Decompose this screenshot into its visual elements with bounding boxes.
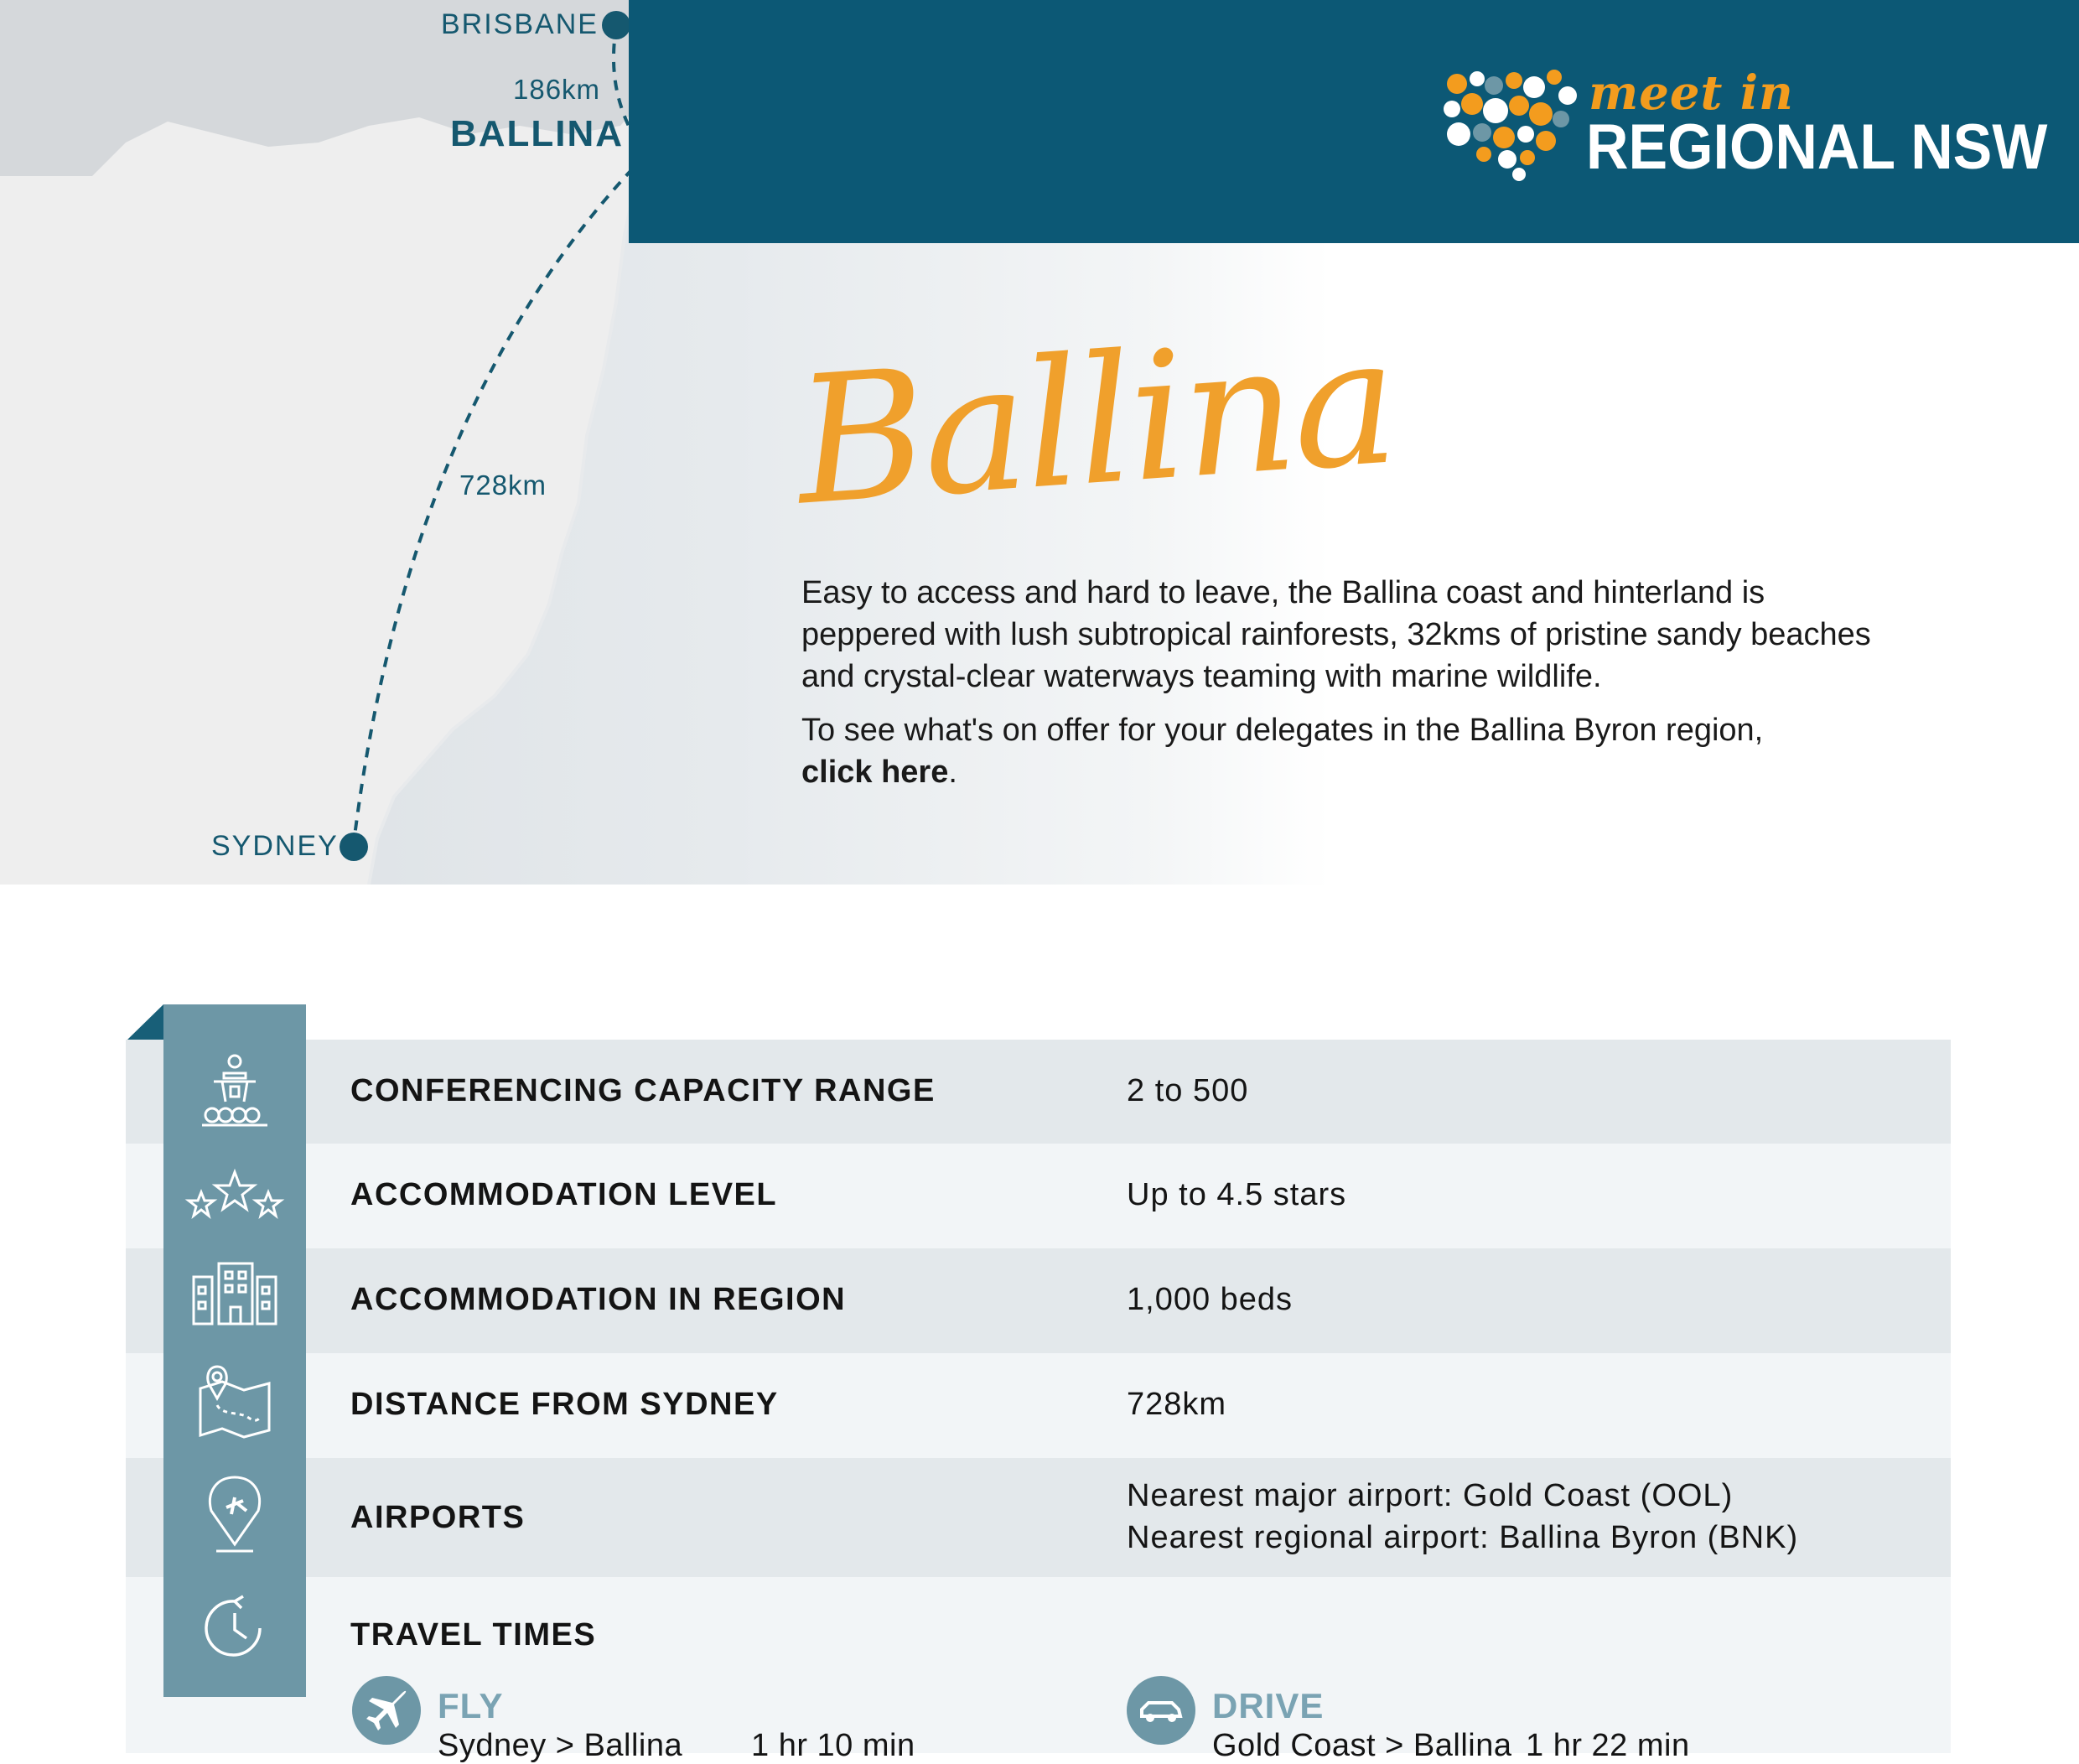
- fly-route: Sydney > Ballina: [438, 1728, 683, 1763]
- fact-label: CONFERENCING CAPACITY RANGE: [350, 1073, 936, 1108]
- fact-row-accommodation-level: [126, 1144, 1951, 1248]
- meet-in-regional-nsw-logo: [1442, 65, 2048, 184]
- fly-title: FLY: [438, 1686, 504, 1725]
- map-label-sydney: SYDNEY: [211, 830, 339, 862]
- ribbon-fold: [127, 1004, 163, 1040]
- intro-paragraph-2-text: To see what's on offer for your delegates in the Ballina Byron region,: [801, 713, 1764, 748]
- map-label-distance-sydney: 728km: [459, 470, 547, 501]
- intro-text: [801, 572, 1891, 805]
- fact-label: AIRPORTS: [350, 1500, 526, 1535]
- map-route-icon: [163, 1363, 306, 1439]
- fact-label: ACCOMMODATION LEVEL: [350, 1177, 778, 1212]
- fact-row-capacity: [126, 1040, 1951, 1144]
- fact-value-regional-airport: Nearest regional airport: Ballina Byron (BNK): [1127, 1520, 1799, 1555]
- logo-name: REGIONAL NSW: [1586, 112, 2048, 183]
- sydney-dot: [340, 833, 368, 861]
- drive-title: DRIVE: [1212, 1686, 1325, 1725]
- travel-drive: [1127, 1676, 1797, 1763]
- fact-row-distance: [126, 1353, 1951, 1458]
- building-icon: [163, 1260, 306, 1327]
- intro-paragraph-2: [801, 709, 1891, 793]
- airport-pin-icon: [163, 1474, 306, 1558]
- travel-fly: [352, 1676, 939, 1763]
- fact-value: 2 to 500: [1127, 1073, 1249, 1108]
- intro-end: .: [948, 755, 957, 790]
- fact-label: TRAVEL TIMES: [350, 1617, 597, 1652]
- clock-icon: [163, 1593, 306, 1663]
- map-label-distance-brisbane: 186km: [513, 74, 601, 105]
- logo-tagline: meet in: [1589, 65, 1794, 121]
- fact-value: 728km: [1127, 1387, 1227, 1422]
- fact-label: DISTANCE FROM SYDNEY: [350, 1387, 779, 1422]
- map-label-ballina: BALLINA: [450, 113, 625, 154]
- fact-value: 1,000 beds: [1127, 1282, 1294, 1317]
- car-icon: [1127, 1676, 1195, 1745]
- plane-icon: [352, 1676, 421, 1745]
- fact-row-travel-times: [126, 1577, 1951, 1763]
- map-label-brisbane: BRISBANE: [441, 8, 599, 40]
- drive-route: Gold Coast > Ballina: [1212, 1728, 1512, 1763]
- icon-ribbon: [163, 1004, 306, 1697]
- fly-time: 1 hr 10 min: [751, 1728, 915, 1763]
- fact-value: Up to 4.5 stars: [1127, 1177, 1347, 1212]
- dots-heart-icon: [1442, 67, 1584, 184]
- facts-table: [126, 1040, 1951, 1763]
- stars-icon: [163, 1164, 306, 1222]
- fact-row-airports: [126, 1458, 1951, 1577]
- drive-time: 1 hr 22 min: [1526, 1728, 1690, 1763]
- fact-label: ACCOMMODATION IN REGION: [350, 1282, 847, 1317]
- fact-row-accommodation-region: [126, 1248, 1951, 1353]
- click-here-link[interactable]: click here: [801, 755, 949, 790]
- brisbane-dot: [602, 11, 630, 39]
- page-title: Ballina: [790, 298, 1402, 545]
- fact-value-major-airport: Nearest major airport: Gold Coast (OOL): [1127, 1478, 1734, 1513]
- intro-paragraph-1: Easy to access and hard to leave, the Ballina coast and hinterland is peppered with lush subtropical rainforests, 32kms of pristine sandy beaches and crystal-clear waterways teaming with marine wildlife.: [801, 575, 1871, 694]
- conference-icon: [163, 1053, 306, 1128]
